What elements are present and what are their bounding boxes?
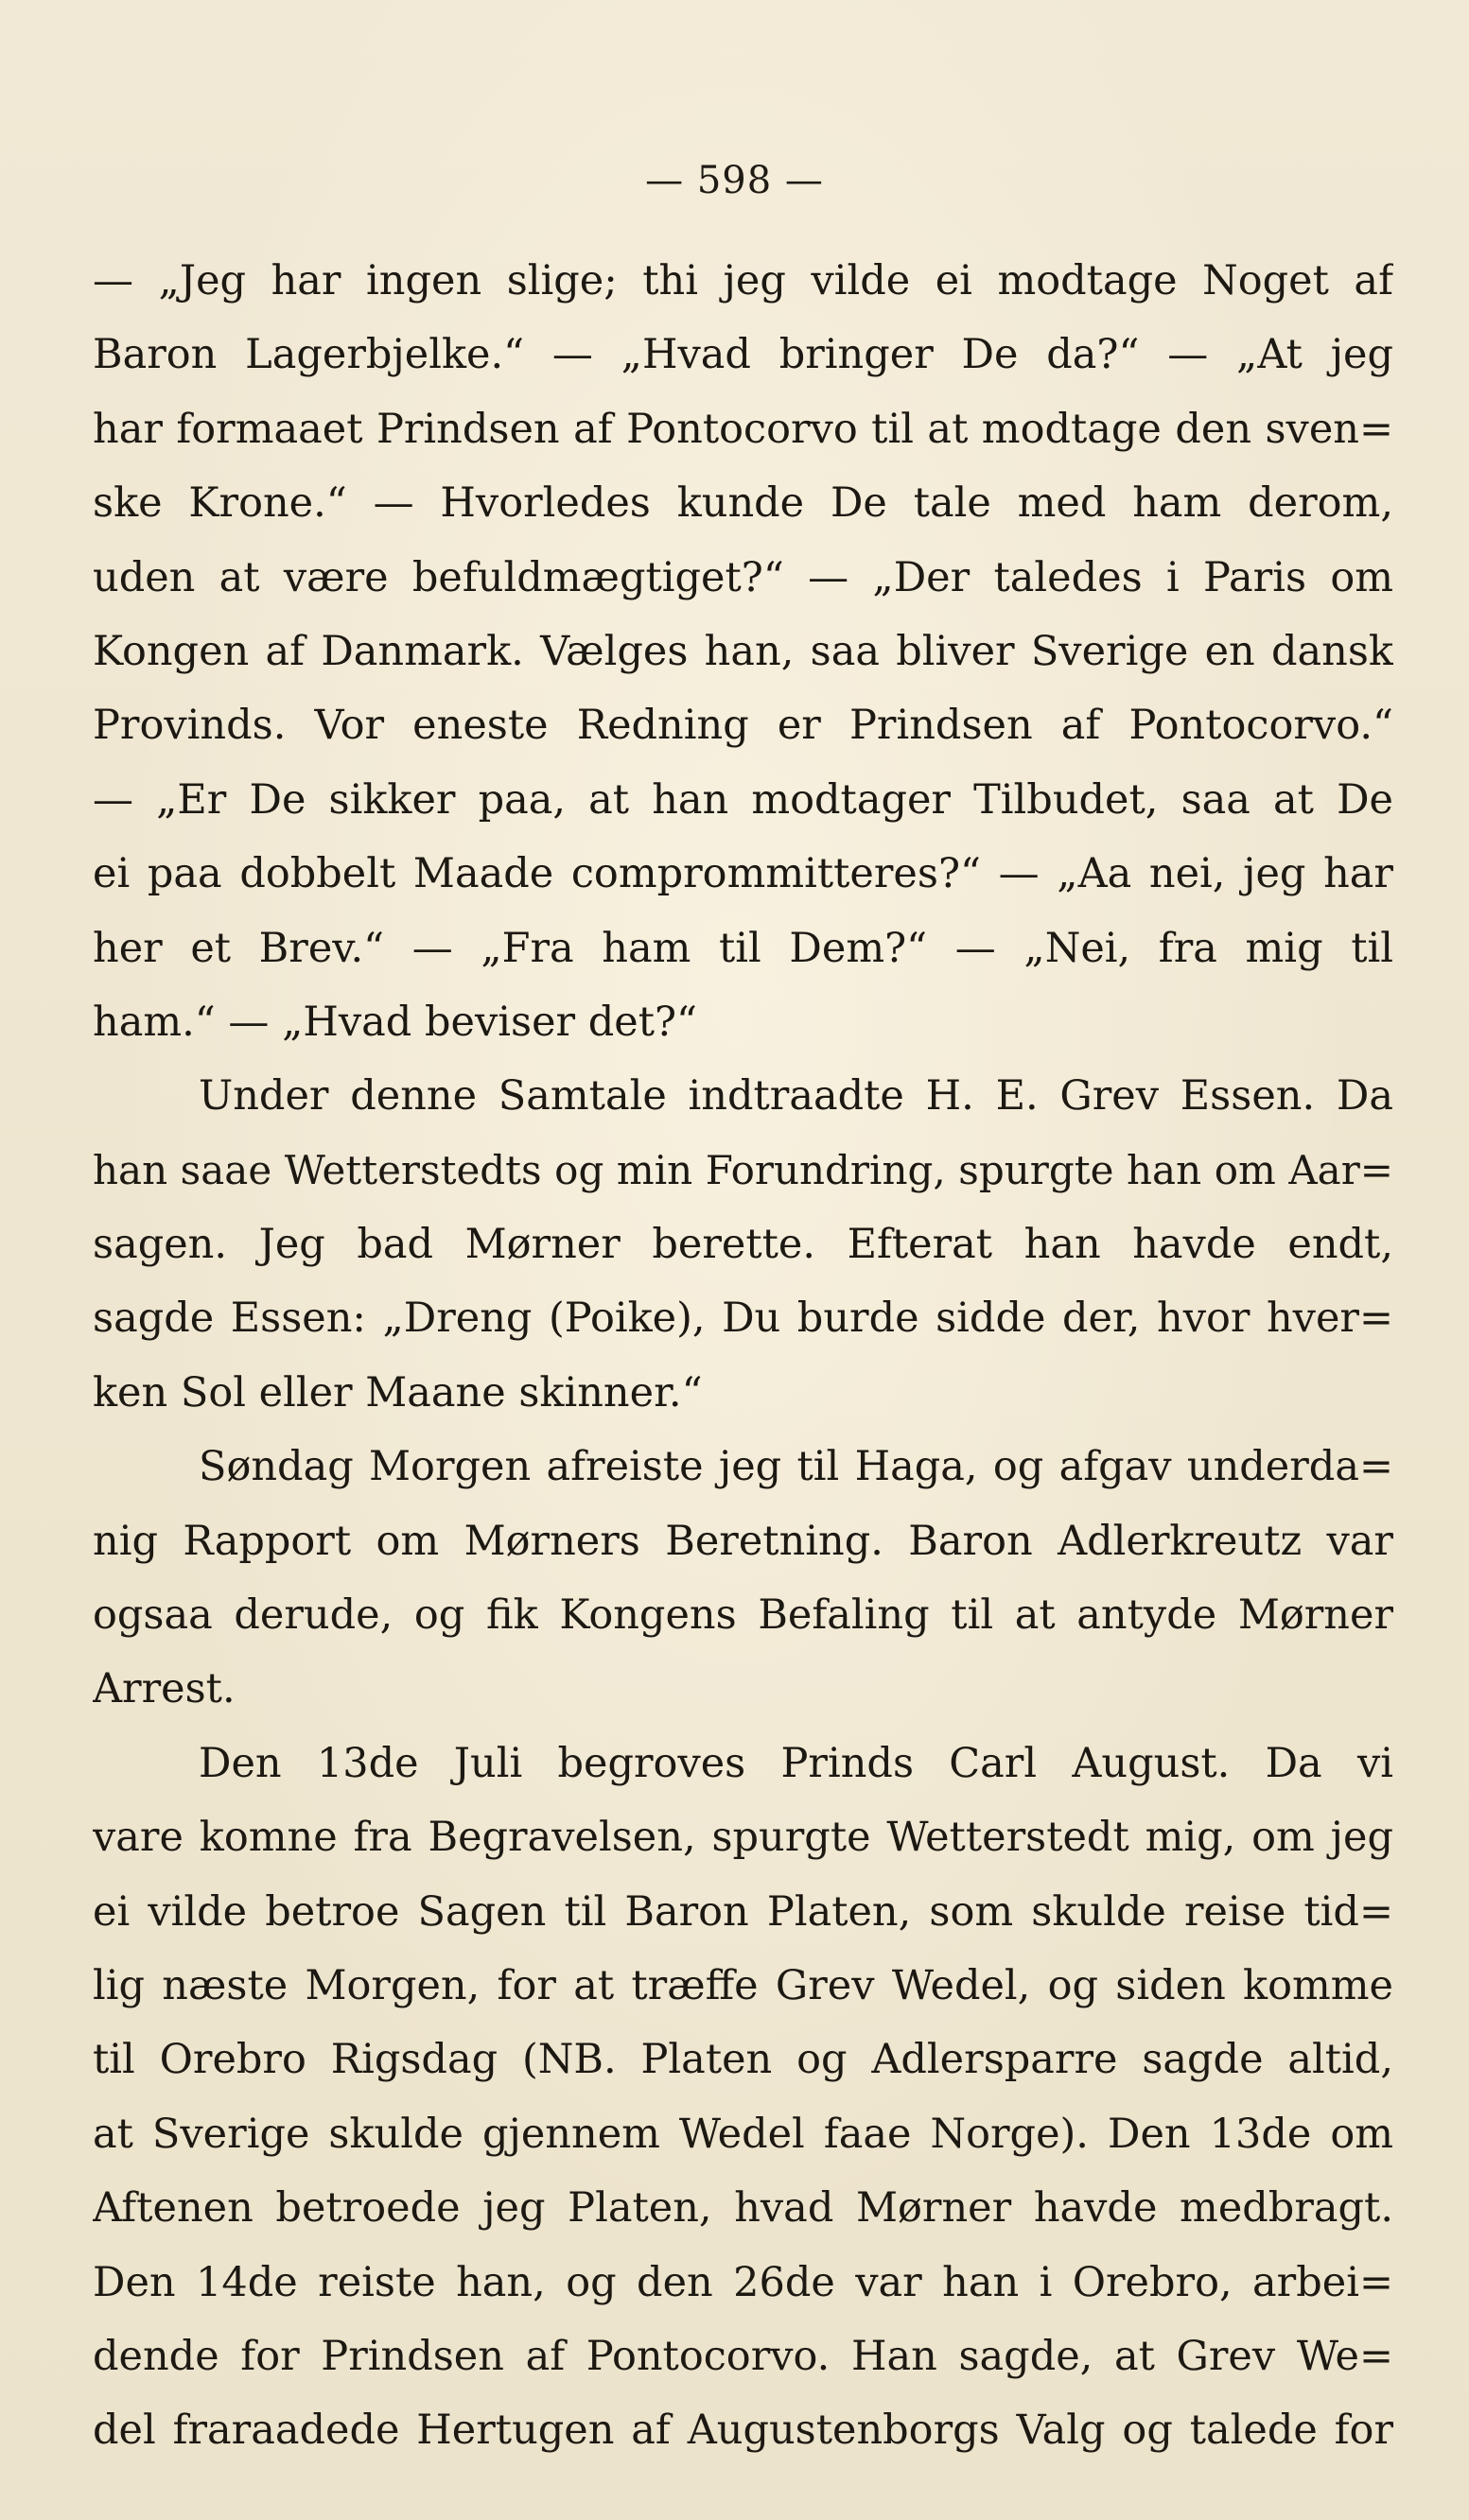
- text-line: ken Sol eller Maane skinner.“: [93, 1368, 703, 1416]
- text-line: sagen. Jeg bad Mørner berette. Efterat han havde endt,: [93, 1221, 1393, 1269]
- text-line: del fraraadede Hertugen af Augustenborgs Valg og talede for: [93, 2407, 1393, 2455]
- text-line: Under denne Samtale indtraadte H. E. Grev Essen. Da: [199, 1072, 1393, 1121]
- text-line: han saae Wetterstedts og min Forundring, spurgte han om Aar=: [93, 1146, 1393, 1193]
- text-line: vare komne fra Begravelsen, spurgte Wetterstedt mig, om jeg: [93, 1814, 1393, 1862]
- text-line: — „Er De sikker paa, at han modtager Tilbudet, saa at De: [93, 775, 1393, 824]
- text-line: Baron Lagerbjelke.“ — „Hvad bringer De da?“ — „At jeg: [93, 331, 1393, 379]
- text-line: lig næste Morgen, for at træffe Grev Wedel, og siden komme: [93, 1961, 1393, 2009]
- page-number: — 598 —: [645, 159, 824, 202]
- text-line: Aftenen betroede jeg Platen, hvad Mørner havde medbragt.: [93, 2184, 1393, 2233]
- text-line: Den 14de reiste han, og den 26de var han i Orebro, arbei=: [93, 2258, 1393, 2306]
- text-line: Provinds. Vor eneste Redning er Prindsen af Pontocorvo.“: [93, 702, 1393, 750]
- body-text: [93, 244, 1393, 2468]
- text-line: nig Rapport om Mørners Beretning. Baron Adlerkreutz var: [93, 1517, 1393, 1565]
- text-line: ske Krone.“ — Hvorledes kunde De tale med ham derom,: [93, 479, 1393, 528]
- text-line: dende for Prindsen af Pontocorvo. Han sagde, at Grev We=: [93, 2332, 1393, 2380]
- text-line: sagde Essen: „Dreng (Poike), Du burde sidde der, hvor hver=: [93, 1295, 1393, 1343]
- text-line: ei paa dobbelt Maade comprommitteres?“ — „Aa nei, jeg har: [93, 850, 1393, 898]
- text-line: ei vilde betroe Sagen til Baron Platen, som skulde reise tid=: [93, 1887, 1393, 1936]
- text-line: Den 13de Juli begroves Prinds Carl August. Da vi: [199, 1739, 1393, 1787]
- text-line: ogsaa derude, og fik Kongens Befaling til at antyde Mørner: [93, 1591, 1393, 1640]
- text-line: her et Brev.“ — „Fra ham til Dem?“ — „Nei, fra mig til: [93, 924, 1393, 972]
- text-line: Kongen af Danmark. Vælges han, saa bliver Sverige en dansk: [93, 627, 1393, 675]
- text-line: Søndag Morgen afreiste jeg til Haga, og afgav underda=: [199, 1443, 1393, 1491]
- text-line: Arrest.: [93, 1665, 236, 1713]
- text-line: uden at være befuldmægtiget?“ — „Der taledes i Paris om: [93, 553, 1393, 601]
- text-line: har formaaet Prindsen af Pontocorvo til at modtage den sven=: [93, 405, 1393, 453]
- text-line: ham.“ — „Hvad beviser det?“: [93, 998, 698, 1046]
- text-line: til Orebro Rigsdag (NB. Platen og Adlersparre sagde altid,: [93, 2036, 1393, 2084]
- text-line: at Sverige skulde gjennem Wedel faae Norge). Den 13de om: [93, 2110, 1393, 2158]
- text-line: — „Jeg har ingen slige; thi jeg vilde ei modtage Noget af: [93, 257, 1393, 304]
